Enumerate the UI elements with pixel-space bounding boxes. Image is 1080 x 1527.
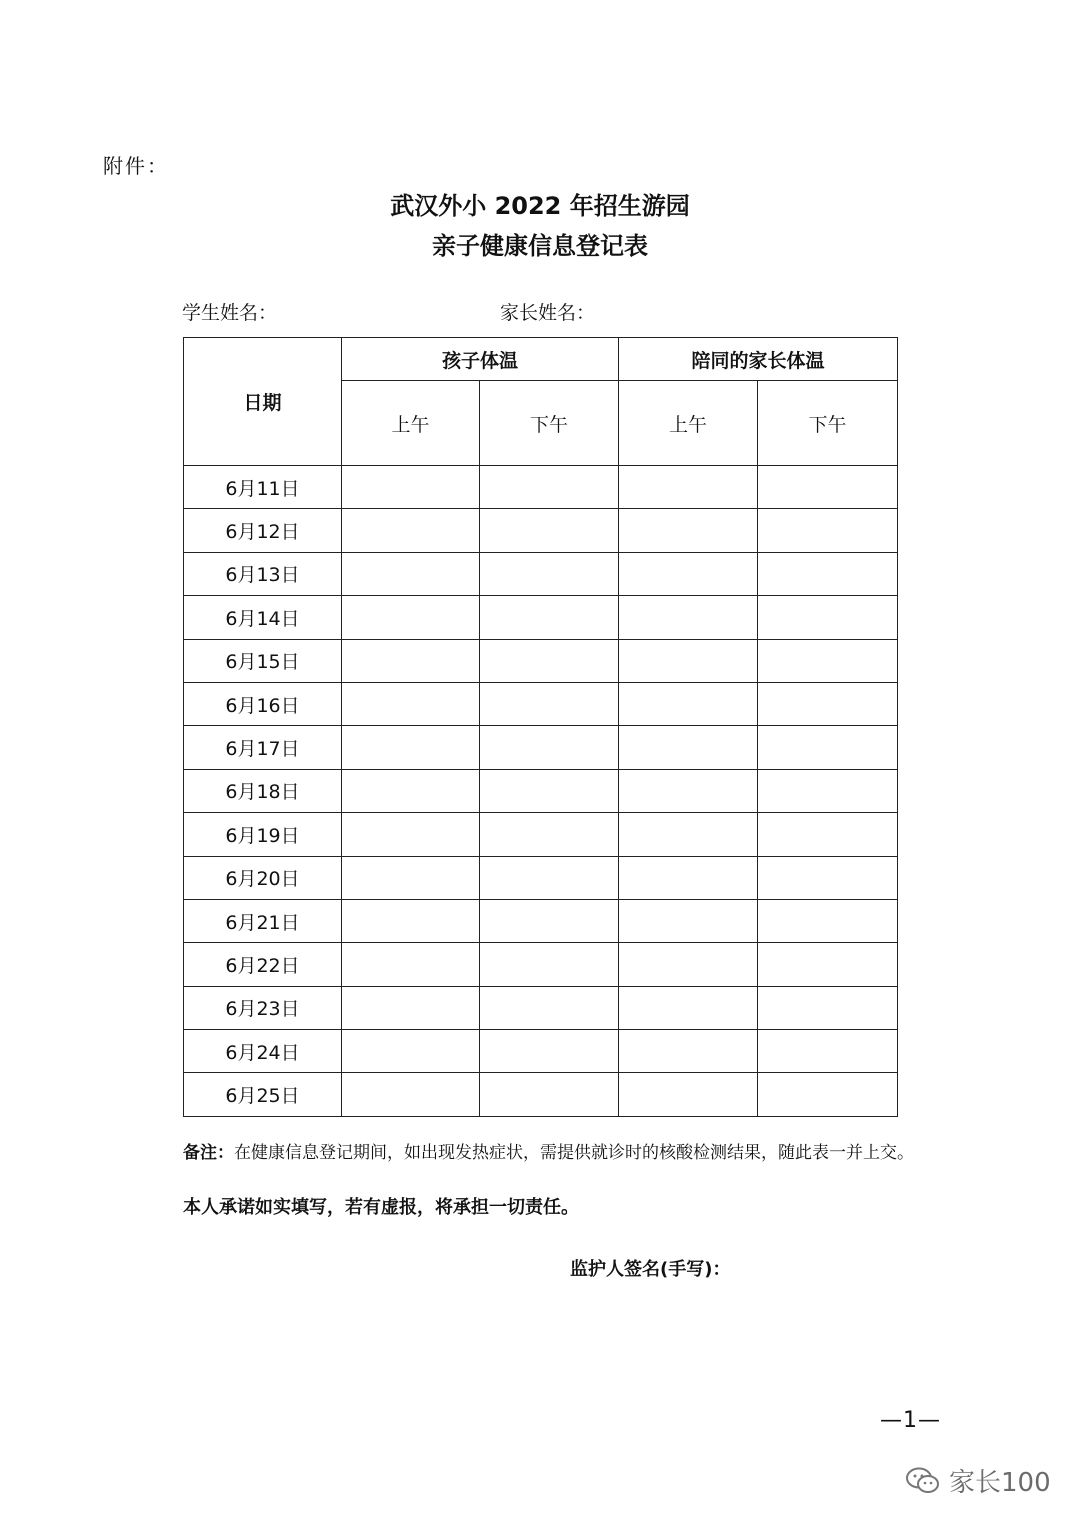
child-morning-cell[interactable] bbox=[342, 509, 480, 552]
child-afternoon-cell[interactable] bbox=[480, 986, 619, 1029]
date-cell: 6月17日 bbox=[184, 726, 342, 769]
student-name-label: 学生姓名： bbox=[182, 302, 278, 324]
child-morning-cell[interactable] bbox=[342, 769, 480, 812]
parent-morning-cell[interactable] bbox=[619, 552, 758, 595]
child-morning-header: 上午 bbox=[342, 381, 480, 466]
page-title: 武汉外小 2022 年招生游园 bbox=[390, 192, 690, 220]
parent-afternoon-cell[interactable] bbox=[758, 639, 898, 682]
parent-afternoon-cell[interactable] bbox=[758, 682, 898, 725]
child-morning-cell[interactable] bbox=[342, 943, 480, 986]
parent-name-label: 家长姓名： bbox=[500, 302, 596, 324]
child-morning-cell[interactable] bbox=[342, 596, 480, 639]
date-cell: 6月24日 bbox=[184, 1030, 342, 1073]
parent-morning-cell[interactable] bbox=[619, 726, 758, 769]
table-row bbox=[184, 899, 898, 942]
parent-afternoon-header: 下午 bbox=[758, 381, 898, 466]
health-registration-table bbox=[183, 337, 898, 1117]
table-row bbox=[184, 682, 898, 725]
child-morning-cell[interactable] bbox=[342, 856, 480, 899]
pledge-statement: 本人承诺如实填写，若有虚报，将承担一切责任。 bbox=[183, 1197, 579, 1218]
remark-text: 在健康信息登记期间，如出现发热症状，需提供就诊时的核酸检测结果，随此表一并上交。 bbox=[234, 1143, 914, 1163]
parent-morning-cell[interactable] bbox=[619, 769, 758, 812]
date-cell: 6月19日 bbox=[184, 813, 342, 856]
parent-afternoon-cell[interactable] bbox=[758, 466, 898, 509]
table-row bbox=[184, 813, 898, 856]
child-afternoon-cell[interactable] bbox=[480, 509, 619, 552]
date-cell: 6月16日 bbox=[184, 682, 342, 725]
parent-afternoon-cell[interactable] bbox=[758, 1030, 898, 1073]
parent-morning-cell[interactable] bbox=[619, 813, 758, 856]
parent-afternoon-cell[interactable] bbox=[758, 899, 898, 942]
date-header: 日期 bbox=[184, 338, 342, 466]
parent-afternoon-cell[interactable] bbox=[758, 1073, 898, 1116]
parent-afternoon-cell[interactable] bbox=[758, 509, 898, 552]
attachment-label: 附件： bbox=[103, 154, 169, 178]
child-afternoon-cell[interactable] bbox=[480, 682, 619, 725]
date-cell: 6月11日 bbox=[184, 466, 342, 509]
child-morning-cell[interactable] bbox=[342, 552, 480, 595]
table-row bbox=[184, 466, 898, 509]
parent-morning-cell[interactable] bbox=[619, 509, 758, 552]
parent-morning-cell[interactable] bbox=[619, 899, 758, 942]
page-subtitle: 亲子健康信息登记表 bbox=[432, 232, 648, 260]
remark-label: 备注： bbox=[183, 1143, 234, 1163]
guardian-signature-label: 监护人签名(手写)： bbox=[570, 1259, 731, 1280]
parent-morning-header: 上午 bbox=[619, 381, 758, 466]
child-afternoon-cell[interactable] bbox=[480, 899, 619, 942]
parent-afternoon-cell[interactable] bbox=[758, 769, 898, 812]
parent-morning-cell[interactable] bbox=[619, 596, 758, 639]
table-row bbox=[184, 726, 898, 769]
parent-afternoon-cell[interactable] bbox=[758, 596, 898, 639]
child-afternoon-cell[interactable] bbox=[480, 769, 619, 812]
date-cell: 6月25日 bbox=[184, 1073, 342, 1116]
parent-afternoon-cell[interactable] bbox=[758, 856, 898, 899]
child-afternoon-cell[interactable] bbox=[480, 726, 619, 769]
table-row bbox=[184, 552, 898, 595]
date-cell: 6月13日 bbox=[184, 552, 342, 595]
child-afternoon-cell[interactable] bbox=[480, 813, 619, 856]
child-morning-cell[interactable] bbox=[342, 682, 480, 725]
parent-morning-cell[interactable] bbox=[619, 466, 758, 509]
table-row bbox=[184, 943, 898, 986]
child-morning-cell[interactable] bbox=[342, 1030, 480, 1073]
parent-afternoon-cell[interactable] bbox=[758, 552, 898, 595]
child-morning-cell[interactable] bbox=[342, 1073, 480, 1116]
table-row bbox=[184, 769, 898, 812]
parent-temperature-header: 陪同的家长体温 bbox=[619, 338, 898, 381]
table-row bbox=[184, 1073, 898, 1116]
child-morning-cell[interactable] bbox=[342, 726, 480, 769]
child-morning-cell[interactable] bbox=[342, 466, 480, 509]
parent-afternoon-cell[interactable] bbox=[758, 726, 898, 769]
parent-morning-cell[interactable] bbox=[619, 1030, 758, 1073]
child-morning-cell[interactable] bbox=[342, 639, 480, 682]
child-afternoon-cell[interactable] bbox=[480, 1030, 619, 1073]
child-morning-cell[interactable] bbox=[342, 899, 480, 942]
date-cell: 6月20日 bbox=[184, 856, 342, 899]
child-morning-cell[interactable] bbox=[342, 813, 480, 856]
child-afternoon-cell[interactable] bbox=[480, 1073, 619, 1116]
parent-afternoon-cell[interactable] bbox=[758, 813, 898, 856]
child-afternoon-header: 下午 bbox=[480, 381, 619, 466]
table-row bbox=[184, 986, 898, 1029]
date-cell: 6月14日 bbox=[184, 596, 342, 639]
parent-morning-cell[interactable] bbox=[619, 943, 758, 986]
table-row bbox=[184, 509, 898, 552]
child-morning-cell[interactable] bbox=[342, 986, 480, 1029]
parent-morning-cell[interactable] bbox=[619, 856, 758, 899]
child-afternoon-cell[interactable] bbox=[480, 596, 619, 639]
table-row bbox=[184, 639, 898, 682]
child-afternoon-cell[interactable] bbox=[480, 466, 619, 509]
child-afternoon-cell[interactable] bbox=[480, 856, 619, 899]
parent-morning-cell[interactable] bbox=[619, 1073, 758, 1116]
table-row bbox=[184, 856, 898, 899]
watermark bbox=[905, 1462, 1051, 1499]
child-afternoon-cell[interactable] bbox=[480, 639, 619, 682]
date-cell: 6月22日 bbox=[184, 943, 342, 986]
table-row bbox=[184, 596, 898, 639]
table-row bbox=[184, 1030, 898, 1073]
date-cell: 6月15日 bbox=[184, 639, 342, 682]
watermark-text: 家长100 bbox=[949, 1468, 1051, 1498]
page-number: —1— bbox=[880, 1408, 941, 1433]
parent-morning-cell[interactable] bbox=[619, 682, 758, 725]
date-cell: 6月21日 bbox=[184, 899, 342, 942]
wechat-icon bbox=[905, 1466, 941, 1496]
parent-morning-cell[interactable] bbox=[619, 639, 758, 682]
child-afternoon-cell[interactable] bbox=[480, 552, 619, 595]
remark bbox=[183, 1138, 914, 1163]
parent-morning-cell[interactable] bbox=[619, 986, 758, 1029]
date-cell: 6月23日 bbox=[184, 986, 342, 1029]
child-afternoon-cell[interactable] bbox=[480, 943, 619, 986]
child-temperature-header: 孩子体温 bbox=[342, 338, 619, 381]
parent-afternoon-cell[interactable] bbox=[758, 943, 898, 986]
parent-afternoon-cell[interactable] bbox=[758, 986, 898, 1029]
date-cell: 6月12日 bbox=[184, 509, 342, 552]
date-cell: 6月18日 bbox=[184, 769, 342, 812]
